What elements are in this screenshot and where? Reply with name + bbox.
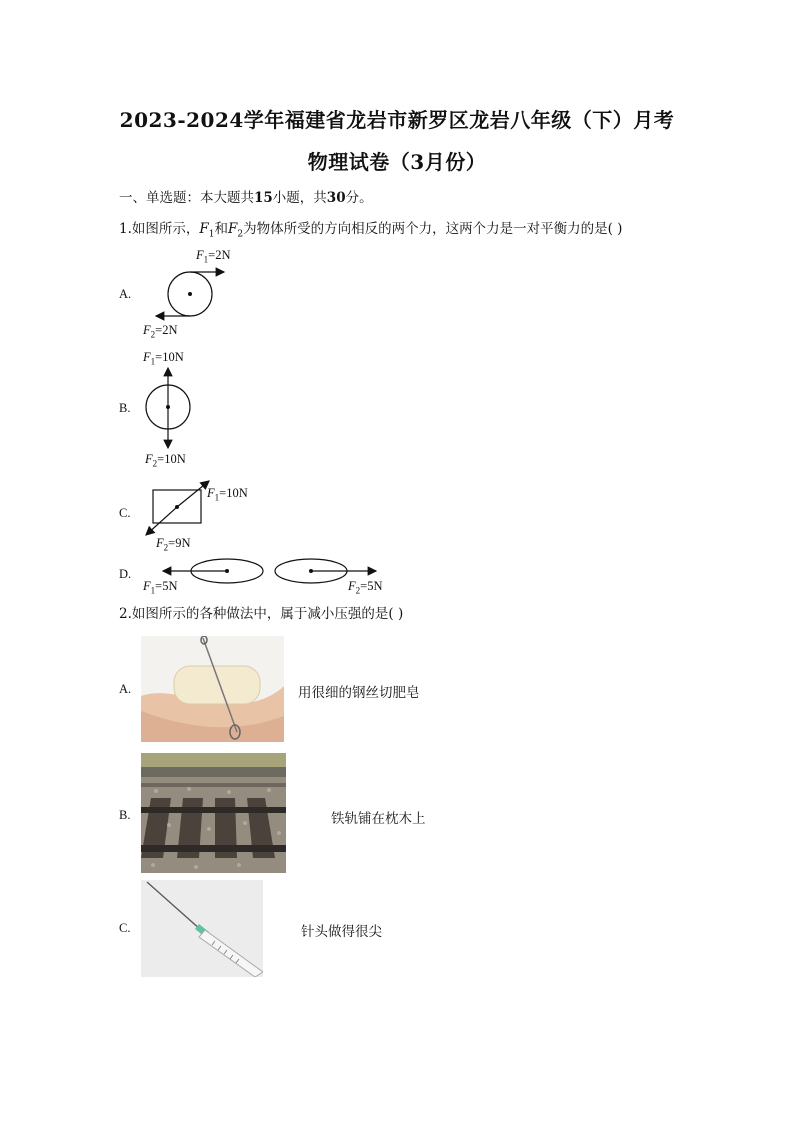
q2-option-c-photo (141, 880, 263, 977)
q1-option-c-letter[interactable]: C. (119, 506, 131, 520)
q1-option-a-diagram (140, 260, 230, 330)
section-count: 15 (254, 190, 273, 206)
section-score: 30 (326, 190, 346, 206)
q1-option-d-diagram (140, 556, 390, 586)
q1-d-f2-label: $F_2=5N$ (348, 579, 383, 596)
q1-c-f1-label: $F_1=10N$ (207, 486, 248, 503)
q2-option-a-letter[interactable]: A. (119, 682, 132, 696)
question-2-text: 如图所示的各种做法中，属于减小压强的是( ) (131, 606, 404, 622)
q1-a-f2-label: $F_2=2N$ (143, 323, 178, 340)
q1-option-c-diagram (140, 474, 220, 544)
q1-a-f1-label: $F_1=2N$ (196, 248, 231, 265)
question-1-stem (119, 217, 622, 240)
section-header (119, 186, 373, 206)
force-arrow-f2 (146, 507, 177, 535)
q2-option-b-caption: 铁轨铺在枕木上 (331, 811, 426, 827)
question-1-f1-sub: 1 (208, 229, 215, 240)
q2-option-a-photo (141, 636, 284, 742)
question-1-f1: F (199, 221, 209, 237)
q1-b-f2-label: $F_2=10N$ (145, 452, 186, 469)
question-1-pre: 如图所示， (131, 221, 200, 237)
q2-option-c-letter[interactable]: C. (119, 921, 131, 935)
q1-b-f1-label: $F_1=10N$ (143, 350, 184, 367)
section-mid: 小题，共 (272, 190, 327, 206)
q1-d-f1-label: $F_1=5N$ (143, 579, 178, 596)
page-title: 2023-2024学年福建省龙岩市新罗区龙岩八年级（下）月考 (119, 108, 675, 132)
syringe-needle-image (141, 880, 263, 977)
hand-soap-wire-image (141, 636, 284, 742)
q2-option-b-letter[interactable]: B. (119, 808, 131, 822)
question-2-stem (119, 602, 403, 622)
q1-option-b-letter[interactable]: B. (119, 401, 131, 415)
question-1-number: 1. (119, 221, 132, 237)
q1-option-d-letter[interactable]: D. (119, 567, 132, 581)
q1-c-f2-label: $F_2=9N$ (156, 536, 191, 553)
question-1-post: 为物体所受的方向相反的两个力，这两个力是一对平衡力的是( ) (243, 221, 623, 237)
page-subtitle: 物理试卷（3月份） (307, 150, 487, 174)
force-arrow-f1 (177, 481, 209, 507)
q2-option-a-caption: 用很细的钢丝切肥皂 (298, 685, 420, 701)
question-1-f2-sub: 2 (237, 229, 244, 240)
section-prefix: 一、单选题：本大题共 (119, 190, 254, 206)
question-1-and: 和 (214, 221, 228, 237)
q2-option-b-photo (141, 753, 286, 873)
question-2-number: 2. (119, 606, 132, 622)
q1-option-b-diagram (140, 364, 200, 454)
section-suffix: 分。 (345, 190, 373, 206)
railway-sleepers-image (141, 753, 286, 873)
q2-option-c-caption: 针头做得很尖 (301, 924, 382, 940)
q1-option-a-letter[interactable]: A. (119, 287, 132, 301)
question-1-f2: F (228, 221, 238, 237)
